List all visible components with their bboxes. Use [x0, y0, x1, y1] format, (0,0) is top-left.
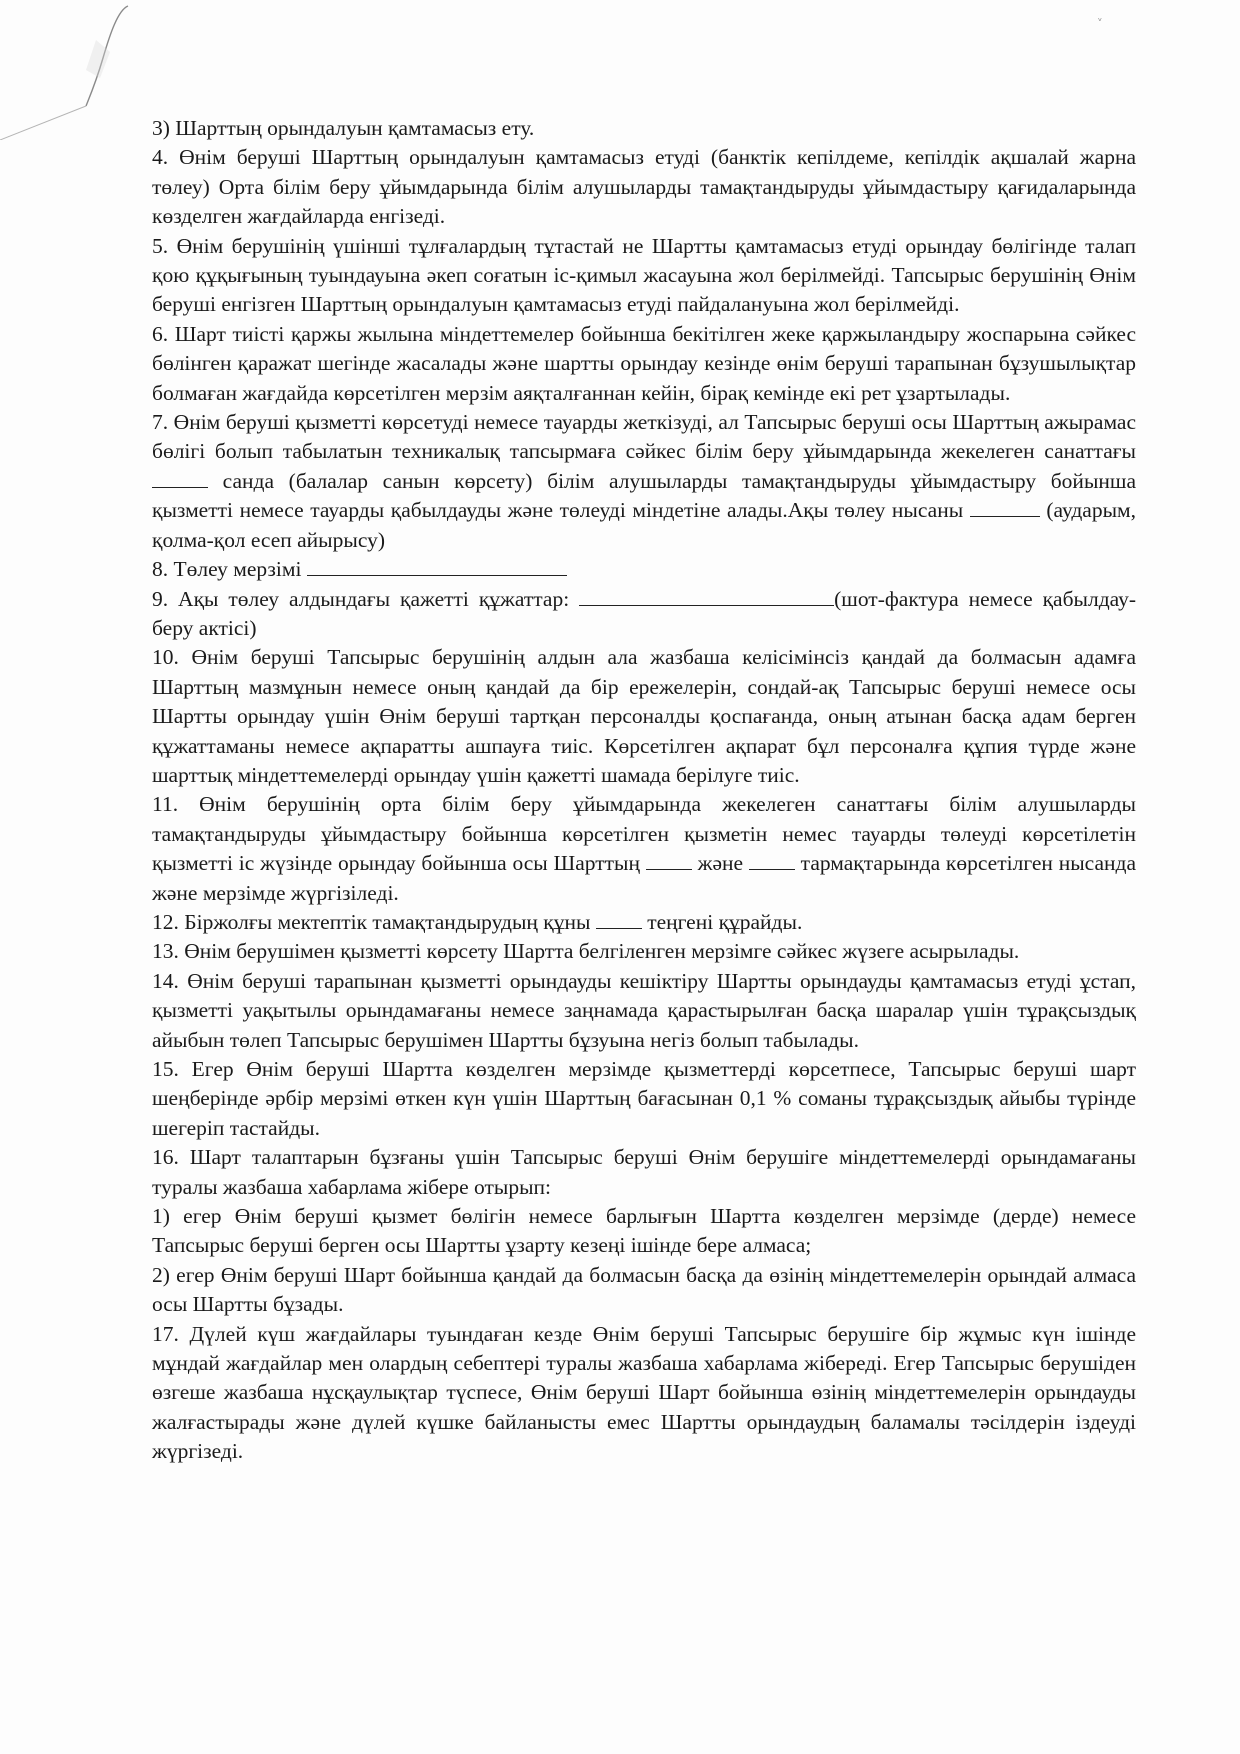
contract-body: [152, 114, 1136, 1467]
clause-11-part-3: тармақтарында көрсетілген нысанда және мерзімде жүргізіледі.: [152, 851, 1137, 905]
clause-9: [152, 585, 1136, 644]
clause-ref-blank-1[interactable]: [646, 851, 692, 870]
clause-12: [152, 908, 1136, 937]
clause-16-2: 2) егер Өнім беруші Шарт бойынша қандай да болмасын басқа да өзінің міндеттемелерін орындай алмаса осы Шартты бұзады.: [152, 1262, 1136, 1317]
clause-5: 5. Өнім берушінің үшінші тұлғалардың тұтастай не Шартты қамтамасыз етуді орындау бөлігінде талап қою құқығының туындауына әкеп соғатын іс-қимыл жасауына жол берілмейді. Тапсырыс берушінің Өнім беруші енгізген Шарттың орындалуын қамтамасыз етуді пайдалануына жол берілмейді.: [152, 233, 1136, 317]
clause-15: 15. Егер Өнім беруші Шартта көзделген мерзімде қызметтерді көрсетпесе, Тапсырыс беруші шарт шеңберінде әрбір мерзімі өткен күн үшін Шарттың бағасынан 0,1 % соманы тұрақсыздық айыбы түрінде шегеріп тастайды.: [152, 1057, 1136, 1140]
clause-12-part-2: теңгені құрайды.: [647, 909, 803, 934]
clause-8-label: 8. Төлеу мерзімі: [152, 557, 302, 582]
clause-7: [152, 408, 1136, 555]
student-count-blank[interactable]: [152, 469, 208, 488]
clause-10: 10. Өнім беруші Тапсырыс берушінің алдын ала жазбаша келісімінсіз қандай да болмасын адамға Шарттың мазмұнын немесе оның қандай да бір ережелерін, сондай-ақ Тапсырыс беруші немесе осы Шартты орындау үшін Өнім беруші тартқан персоналды қоспағанда, оның атынан басқа адам берген құжаттаманы немесе ақпаратты ашпауға тиіс. Көрсетілген ақпарат бұл персоналға құпия түрде және шарттық міндеттемелерді орындау үшін қажетті шамада берілуге тиіс.: [152, 645, 1136, 787]
clause-9-part-2: (шот-фактура немесе қабылдау-беру актісі): [152, 586, 1137, 640]
clause-9-part-1: 9. Ақы төлеу алдындағы қажетті құжаттар:: [152, 586, 570, 611]
clause-11: [152, 790, 1136, 908]
clause-7-part-3: (аударым, қолма-қол есеп айырысу): [152, 498, 1137, 552]
payment-form-blank[interactable]: [970, 498, 1040, 517]
clause-11-part-1: 11. Өнім берушінің орта білім беру ұйымдарында жекелеген санаттағы білім алушыларды тамақтандыруды ұйымдастыру бойынша көрсетілген қызметін немес тауарды төлеуді көрсетілетін қызметті іс жүзінде орындау бойынша осы Шарттың: [152, 792, 1136, 876]
clause-6: 6. Шарт тиісті қаржы жылына міндеттемелер бойынша бекітілген жеке қаржыландыру жоспарына сәйкес бөлінген қаражат шегінде жасалады және шартты орындау кезінде өнім беруші тарапынан бұзушылықтар болмаған жағдайда көрсетілген мерзім аяқталғаннан кейін, бірақ кемінде екі рет ұзартылады.: [152, 321, 1136, 405]
clause-11-part-2: және: [697, 851, 744, 876]
clause-4: 4. Өнім беруші Шарттың орындалуын қамтамасыз етуді (банктік кепілдеме, кепілдік ақшалай жарна төлеу) Орта білім беру ұйымдарында білім алушыларды тамақтандыруды ұйымдастыру қағидаларында көзделген жағдайларда енгізеді.: [152, 145, 1136, 229]
clause-12-part-1: 12. Біржолғы мектептік тамақтандырудың құны: [152, 909, 591, 934]
clause-16-1: 1) егер Өнім беруші қызмет бөлігін немесе барлығын Шартта көзделген мерзімде (дерде) немесе Тапсырыс беруші берген осы Шартты ұзарту кезеңі ішінде бере алмаса;: [152, 1204, 1136, 1258]
payment-term-blank[interactable]: [307, 557, 567, 576]
clause-16: 16. Шарт талаптарын бұзғаны үшін Тапсырыс беруші Өнім берушіге міндеттемелерді орындамағаны туралы жазбаша хабарлама жіберe отырып:: [152, 1145, 1136, 1199]
clause-ref-blank-2[interactable]: [749, 851, 795, 870]
scan-fold-mark: [0, 0, 130, 140]
meal-cost-blank[interactable]: [596, 910, 642, 929]
clause-7-part-2: санда (балалар санын көрсету) білім алушыларды тамақтандыруды ұйымдастыру бойынша қызметті немесе тауарды қабылдауды және төлеуді міндетіне алады.Ақы төлеу нысаны: [152, 468, 1136, 523]
scan-speck: ᵥ: [1098, 13, 1103, 24]
clause-7-part-1: 7. Өнім беруші қызметті көрсетуді немесе тауарды жеткізуді, ал Тапсырыс беруші осы Шарттың ажырамас бөлігі болып табылатын техникалық тапсырмаға сәйкес білім беру ұйымдарында жекелеген санаттағы: [152, 410, 1136, 464]
documents-blank[interactable]: [579, 587, 834, 606]
clause-13: 13. Өнім берушімен қызметті көрсету Шартта белгіленген мерзімге сәйкес жүзеге асырылады.: [152, 939, 1020, 964]
clause-3-1: 3) Шарттың орындалуын қамтамасыз ету.: [152, 116, 535, 140]
clause-8: [152, 555, 1136, 584]
clause-14: 14. Өнім беруші тарапынан қызметті орындауды кешіктіру Шартты орындауды қамтамасыз етуді ұстап, қызметті уақытылы орындамағаны немесе заңнамада қарастырылған басқа шаралар үшін тұрақсыздық айыбын төлеп Тапсырыс берушімен Шартты бұзуына негіз болып табылады.: [152, 968, 1136, 1052]
clause-17: 17. Дүлей күш жағдайлары туындаған кезде Өнім беруші Тапсырыс берушіге бір жұмыс күн ішінде мұндай жағдайлар мен олардың себептері туралы жазбаша хабарлама жібереді. Егер Тапсырыс берушіден өзгеше жазбаша нұсқаулықтар түспесе, Өнім беруші Шарт бойынша өзінің міндеттемелерін орындауды жалғастырады және дүлей күшке байланысты емес Шартты орындаудың баламалы тәсілдерін іздеуді жүргізеді.: [152, 1321, 1136, 1464]
